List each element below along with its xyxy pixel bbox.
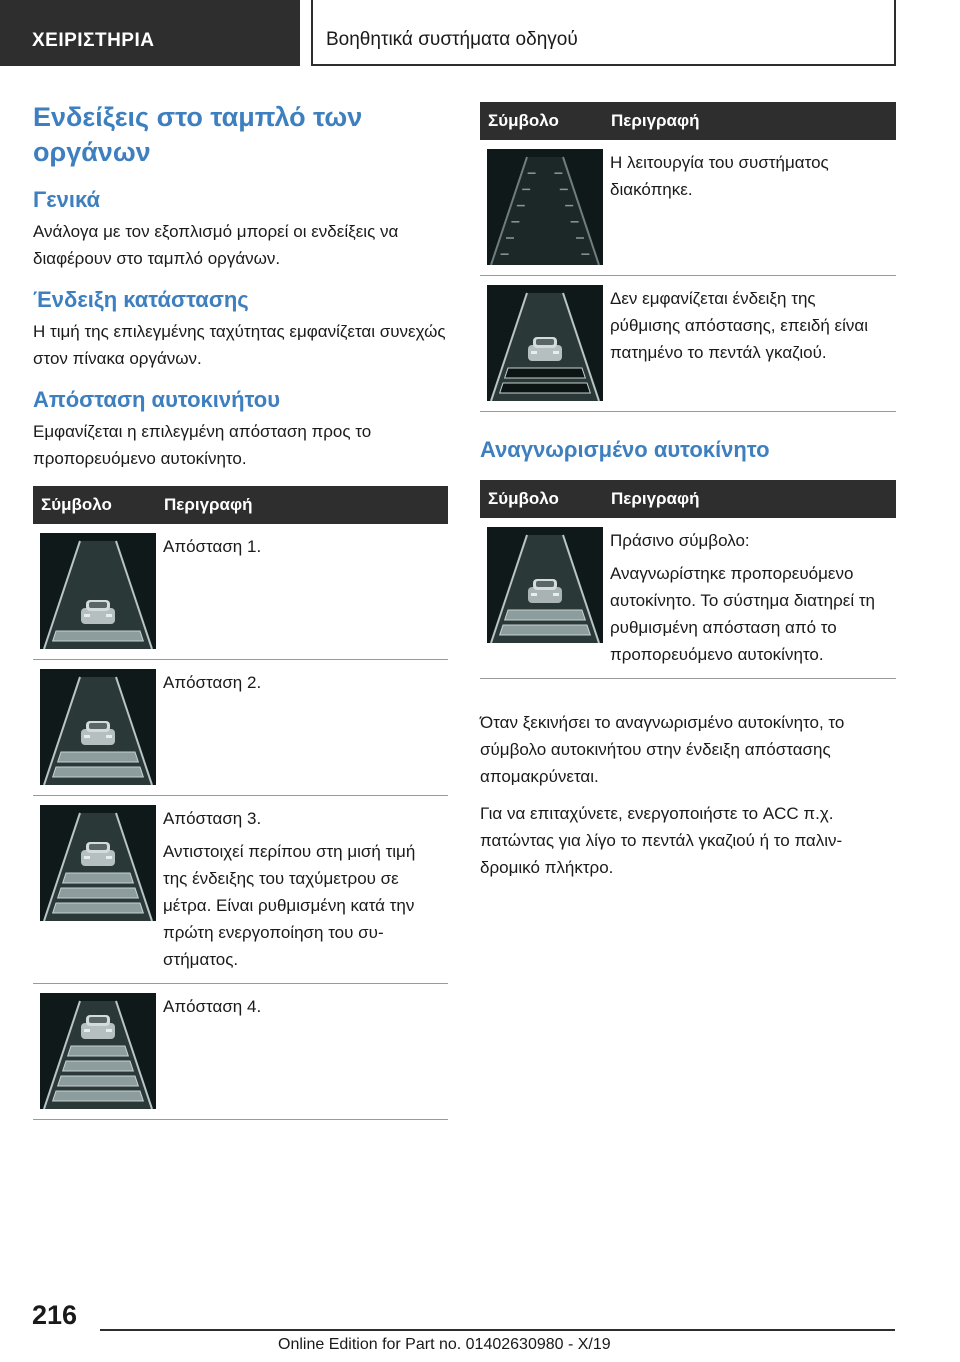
- distance-2-icon: [40, 669, 156, 785]
- note-text: Για να επιταχύνετε, ενεργοποιήστε το ACC π.χ. πατώντας για λίγο το πεντάλ γκαζιού ή το παλινδρομικό πλήκτρο.: [480, 804, 843, 877]
- footer-divider: [100, 1329, 895, 1331]
- right-column: [480, 102, 896, 891]
- general-heading: Γενικά: [33, 187, 101, 212]
- column-header-symbol: Σύμβολο: [33, 486, 156, 524]
- column-header-description: Περιγραφή: [603, 480, 896, 518]
- status-heading: Ένδειξη κατάστασης: [33, 287, 249, 312]
- status-text: Η τιμή της επιλεγμένης ταχύτητας εμφανίζεται συνεχώς στον πίνακα οργάνων.: [33, 322, 446, 368]
- recognized-vehicle-icon: [487, 527, 603, 643]
- recognized-table: [480, 480, 896, 679]
- row-description: Η λειτουργία του συστήματος διακόπηκε.: [610, 153, 829, 199]
- table-row: [33, 524, 448, 660]
- table-row: [480, 276, 896, 412]
- footer-edition: Online Edition for Part no. 01402630980 - X/19: [278, 1336, 611, 1353]
- distance-table: [33, 486, 448, 1120]
- header-chapter-label: Βοηθητικά συστήματα οδηγού: [326, 29, 578, 50]
- brake-pressed-icon: [487, 285, 603, 401]
- note-text: Όταν ξεκινήσει το αναγνωρισμένο αυτοκίνητο, το σύμβολο αυτοκινήτου στην ένδειξη απόστασης απομακρύνεται.: [480, 713, 845, 786]
- distance-3-icon: [40, 805, 156, 921]
- column-header-symbol: Σύμβολο: [480, 102, 603, 140]
- distance-4-icon: [40, 993, 156, 1109]
- row-description: Απόσταση 2.: [163, 673, 262, 692]
- distance-heading: Απόσταση αυτοκινήτου: [33, 387, 281, 412]
- row-description: Δεν εμφανίζεται ένδειξη της ρύθμισης απόστασης, επειδή είναι πατημένο το πεντάλ γκαζιού.: [610, 289, 869, 362]
- recognized-heading: Αναγνωρισμένο αυτοκίνητο: [480, 437, 770, 462]
- status-table: [480, 102, 896, 412]
- row-description: Απόσταση 3.: [163, 809, 262, 828]
- header-chapter-tab: [311, 0, 896, 66]
- header-section-tab: [0, 0, 300, 66]
- table-row: [480, 140, 896, 276]
- left-column: [33, 100, 448, 1120]
- page-title: Ενδείξεις στο ταμπλό των οργάνων: [33, 102, 363, 167]
- table-row: [33, 796, 448, 984]
- general-text: Ανάλογα με τον εξοπλισμό μπορεί οι ενδείξεις να διαφέρουν στο ταμπλό οργάνων.: [33, 222, 399, 268]
- row-description: Απόσταση 4.: [163, 997, 262, 1016]
- column-header-symbol: Σύμβολο: [480, 480, 603, 518]
- row-description: Απόσταση 1.: [163, 537, 262, 556]
- distance-text: Εμφανίζεται η επιλεγμένη απόσταση προς το προπορευόμενο αυτοκίνητο.: [33, 422, 372, 468]
- system-off-icon: [487, 149, 603, 265]
- distance-1-icon: [40, 533, 156, 649]
- column-header-description: Περιγραφή: [156, 486, 448, 524]
- page-number: 216: [32, 1300, 78, 1330]
- table-row: [480, 518, 896, 679]
- table-row: [33, 660, 448, 796]
- column-header-description: Περιγραφή: [603, 102, 896, 140]
- row-description-detail: Αντιστοιχεί περίπου στη μισή τιμή της ένδειξης του ταχύμετρου σε μέτρα. Είναι ρυθμισμένη κατά την πρώτη ενεργοποίηση του συστήματος.: [163, 842, 416, 969]
- row-description: Πράσινο σύμβολο:: [610, 531, 750, 550]
- recognized-notes: [480, 709, 896, 881]
- row-description-detail: Αναγνωρίστηκε προπορευόμενο αυτοκίνητο. Το σύστημα διατηρεί τη ρυθμισμένη απόσταση από το προπορευόμενο αυτοκίνητο.: [610, 564, 876, 664]
- table-row: [33, 984, 448, 1120]
- header-section-label: ΧΕΙΡΙΣΤΗΡΙΑ: [32, 30, 155, 51]
